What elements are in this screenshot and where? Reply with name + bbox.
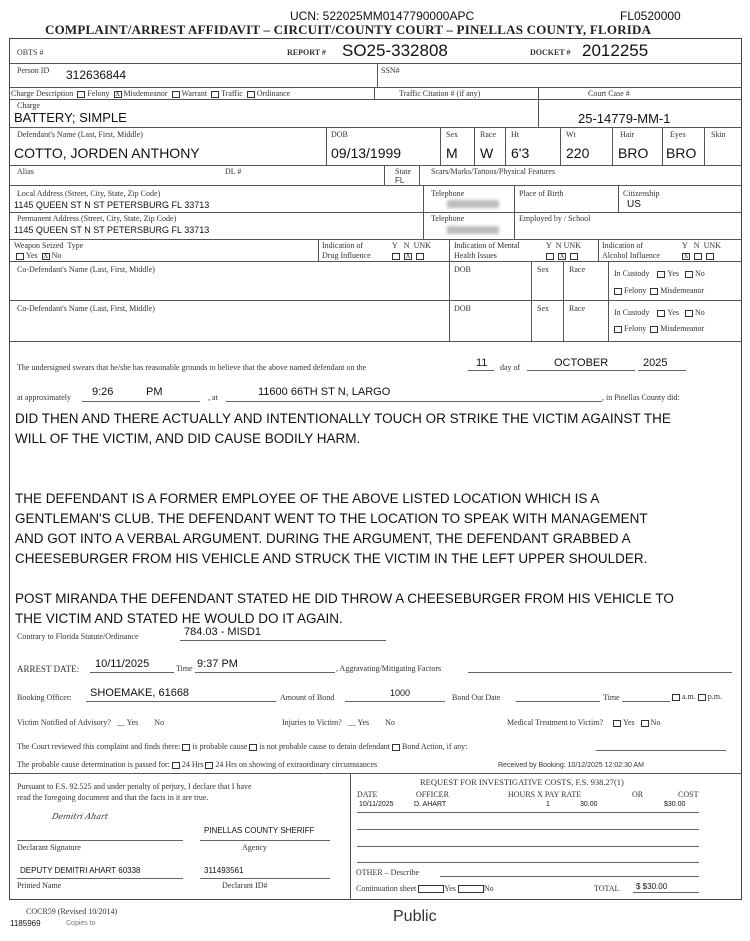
offense-ampm: PM xyxy=(146,386,163,398)
declarant-sig-label: Declarant Signature xyxy=(17,843,81,852)
redacted-phone-2 xyxy=(447,226,499,234)
cost-value: $30.00 xyxy=(664,801,686,808)
custody-type-2: Felony Misdemeanor xyxy=(612,324,704,333)
birth-place-label: Place of Birth xyxy=(519,189,564,198)
bond-time-label: Time xyxy=(603,693,620,702)
local-address-label: Local Address (Street, City, State, Zip Code) xyxy=(17,189,161,198)
offense-month: OCTOBER xyxy=(554,357,609,369)
narrative-line xyxy=(15,469,674,489)
narrative-line: CHEESEBURGER FROM HIS VEHICLE AND STRUCK THE VICTIM IN THE LEFT UPPER SHOULDER. xyxy=(15,551,648,566)
cost-officer: D. AHART xyxy=(414,801,447,808)
statute-label: Contrary to Florida Statute/Ordinance xyxy=(17,632,139,641)
docket-number: 2012255 xyxy=(582,41,649,60)
perm-address-label: Permanent Address (Street, City, State, Zip Code) xyxy=(17,214,177,223)
dob-label: DOB xyxy=(331,130,348,139)
drug-ynu: Y N UNK xyxy=(392,241,431,250)
at-label: , at xyxy=(208,393,218,402)
in-county-label: , in Pinellas County did: xyxy=(602,393,680,402)
cost-cost-label: COST xyxy=(678,790,699,799)
height-value: 6'3 xyxy=(511,145,530,161)
codef-sex-1: Sex xyxy=(537,265,549,274)
height-label: Ht xyxy=(511,130,519,139)
narrative-line: AND GOT INTO A VERBAL ARGUMENT. DURING THE ARGUMENT, THE DEFENDANT GRABBED A xyxy=(15,531,631,546)
state-value: FL xyxy=(395,176,405,185)
offense-day: 11 xyxy=(476,357,488,369)
obts-label: OBTS # xyxy=(17,48,44,57)
weight-value: 220 xyxy=(566,145,590,161)
drug-checkboxes: X xyxy=(390,251,426,260)
mental-label: Indication of Mental xyxy=(454,241,520,250)
injuries: Injuries to Victim? __ Yes No xyxy=(282,718,395,727)
telephone-label-2: Telephone xyxy=(431,214,465,223)
perjury-line-2: read the foregoing document and that the facts in it are true. xyxy=(17,793,209,802)
codef-label-2: Co-Defendant's Name (Last, First, Middle) xyxy=(17,304,155,313)
weapon-label: Weapon Seized Type xyxy=(14,241,84,250)
costs-title: REQUEST FOR INVESTIGATIVE COSTS, F.S. 938.27(1) xyxy=(420,777,624,787)
scars-label: Scars/Marks/Tattoos/Physical Features xyxy=(431,167,556,176)
cost-hours: 1 xyxy=(546,801,550,808)
race-value: W xyxy=(480,145,494,161)
statute-value: 784.03 - MISD1 xyxy=(184,626,262,638)
redacted-phone xyxy=(447,200,499,208)
cost-hours-label: HOURS X PAY RATE xyxy=(508,790,582,799)
arrest-date: 10/11/2025 xyxy=(95,658,150,670)
printed-name-label: Printed Name xyxy=(17,881,62,890)
weapon-checkboxes: Yes X No xyxy=(14,251,61,260)
mental-label-2: Health Issues xyxy=(454,251,497,260)
narrative-line: THE DEFENDANT IS A FORMER EMPLOYEE OF THE ABOVE LISTED LOCATION WHICH IS A xyxy=(15,491,600,506)
other-describe-label: OTHER – Describe xyxy=(356,868,420,877)
custody-2: In Custody Yes No xyxy=(614,308,705,317)
perjury-line-1: Pursuant to F.S. 92.525 and under penalty of perjury, I declare that I have xyxy=(17,782,252,791)
offense-year: 2025 xyxy=(643,357,668,369)
alcohol-label-2: Alcohol Influence xyxy=(602,251,660,260)
defendant-name: COTTO, JORDEN ANTHONY xyxy=(14,145,200,161)
charge-label: Charge xyxy=(17,101,40,110)
cost-or-label: OR xyxy=(632,790,644,799)
total-value: $ $30.00 xyxy=(636,882,668,891)
codef-dob-2: DOB xyxy=(454,304,471,313)
continuation-sheet: Continuation sheet Yes No xyxy=(356,884,494,893)
arrest-date-label: ARREST DATE: xyxy=(17,664,80,674)
alcohol-checkboxes: X xyxy=(680,251,716,260)
codef-race-1: Race xyxy=(569,265,585,274)
printed-name: DEPUTY DEMITRI AHART 60338 xyxy=(20,866,141,875)
narrative-line: WILL OF THE VICTIM, AND DID CAUSE BODILY HARM. xyxy=(15,431,361,446)
bond-label: Amount of Bond xyxy=(280,693,335,702)
charge-value: BATTERY; SIMPLE xyxy=(14,110,127,125)
sex-label: Sex xyxy=(446,130,458,139)
telephone-label: Telephone xyxy=(431,189,465,198)
drug-label-2: Drug Influence xyxy=(322,251,371,260)
swear-text: The undersigned swears that he/she has reasonable grounds to believe that the above named defendant on the xyxy=(17,363,367,372)
ampm-checkboxes: a.m. p.m. xyxy=(670,692,722,701)
perm-address: 1145 QUEEN ST N ST PETERSBURG FL 33713 xyxy=(14,225,210,235)
skin-label: Skin xyxy=(711,130,726,139)
dl-label: DL # xyxy=(225,167,242,176)
court-case-label: Court Case # xyxy=(588,89,630,98)
codef-race-2: Race xyxy=(569,304,585,313)
custody-1: In Custody Yes No xyxy=(614,269,705,278)
alias-label: Alias xyxy=(17,167,34,176)
codef-label-1: Co-Defendant's Name (Last, First, Middle) xyxy=(17,265,155,274)
custody-type-1: Felony Misdemeanor xyxy=(612,286,704,295)
agency-label: Agency xyxy=(242,843,267,852)
eyes-label: Eyes xyxy=(670,130,686,139)
declarant-id-label: Declarant ID# xyxy=(222,881,268,890)
docket-label: DOCKET # xyxy=(530,48,571,57)
state-label: State xyxy=(395,167,411,176)
bond-amount: 1000 xyxy=(390,688,411,698)
mental-ynu: Y N UNK xyxy=(546,241,581,250)
person-id-label: Person ID xyxy=(17,66,50,75)
alcohol-label: Indication of xyxy=(602,241,644,250)
form-title: COMPLAINT/ARREST AFFIDAVIT – CIRCUIT/COUNTY COURT – PINELLAS COUNTY, FLORIDA xyxy=(45,22,652,37)
booking-officer: SHOEMAKE, 61668 xyxy=(90,687,190,699)
passed-for: The probable cause determination is passed for: 24 Hrs 24 Hrs on showing of extraordinary circumstances xyxy=(17,760,378,769)
agency-value: PINELLAS COUNTY SHERIFF xyxy=(204,826,315,835)
total-label: TOTAL xyxy=(594,884,620,893)
race-label: Race xyxy=(480,130,496,139)
declarant-id: 311493561 xyxy=(204,866,244,875)
citizenship-label: Citizenship xyxy=(623,189,660,198)
sex-value: M xyxy=(446,145,458,161)
court-case-value: 25-14779-MM-1 xyxy=(578,111,671,126)
day-of-label: day of xyxy=(500,363,521,372)
report-number: SO25-332808 xyxy=(342,41,448,60)
weight-label: Wt xyxy=(566,130,576,139)
court-reviewed: The Court reviewed this complaint and finds there: is probable cause is not probable cause to detain defendant Bond Action, if any: xyxy=(17,742,468,751)
victim-notified: Victim Notified of Advisory? __ Yes No xyxy=(17,718,165,727)
traffic-citation-label: Traffic Citation # (if any) xyxy=(399,89,481,98)
mental-checkboxes: X xyxy=(544,251,580,260)
public-label: Public xyxy=(393,908,437,925)
codef-sex-2: Sex xyxy=(537,304,549,313)
local-address: 1145 QUEEN ST N ST PETERSBURG FL 33713 xyxy=(14,200,210,210)
declarant-signature: Demitri Ahart xyxy=(51,812,110,821)
dob-value: 09/13/1999 xyxy=(331,145,402,161)
approx-label: at approximately xyxy=(17,393,71,402)
narrative-line: POST MIRANDA THE DEFENDANT STATED HE DID THROW A CHEESEBURGER FROM HIS VEHICLE TO xyxy=(15,591,674,606)
charge-description: Charge Description Felony X Misdemeanor Warrant Traffic Ordinance xyxy=(11,89,291,98)
person-id: 312636844 xyxy=(66,68,127,82)
cost-date-label: DATE xyxy=(357,790,378,799)
copies-label: Copies to xyxy=(66,920,96,927)
narrative-line: THE VICTIM AND STATED HE WOULD DO IT AGAIN. xyxy=(15,611,343,626)
cost-rate: 30.00 xyxy=(580,801,598,808)
cost-date: 10/11/2025 xyxy=(359,801,394,808)
form-number: COCR59 (Revised 10/2014) xyxy=(26,907,118,916)
cost-officer-label: OFFICER xyxy=(416,790,449,799)
employed-label: Employed by / School xyxy=(519,214,591,223)
narrative-line: DID THEN AND THERE ACTUALLY AND INTENTIONALLY TOUCH OR STRIKE THE VICTIM AGAINST THE xyxy=(15,411,671,426)
bond-out-label: Bond Out Date xyxy=(452,693,501,702)
narrative-line: GENTLEMAN'S CLUB. THE DEFENDANT WENT TO THE LOCATION TO SPEAK WITH MANAGEMENT xyxy=(15,511,648,526)
alcohol-ynu: Y N UNK xyxy=(682,241,721,250)
received-booking: Received by Booking: 10/12/2025 12:02:30 AM xyxy=(498,762,644,769)
footer-number: 1185969 xyxy=(10,919,41,928)
hair-label: Hair xyxy=(620,130,635,139)
offense-location: 11600 66TH ST N, LARGO xyxy=(258,386,391,398)
narrative-line xyxy=(15,449,674,469)
narrative-line xyxy=(15,569,674,589)
hair-value: BRO xyxy=(618,145,649,161)
codef-dob-1: DOB xyxy=(454,265,471,274)
arrest-time-label: Time xyxy=(176,664,193,673)
medical: Medical Treatment to Victim? Yes No xyxy=(507,718,661,727)
offense-time: 9:26 xyxy=(92,386,114,398)
report-label: REPORT # xyxy=(287,48,326,57)
ucn: UCN: 522025MM0147790000APC xyxy=(290,9,475,23)
ssn-label: SSN# xyxy=(381,66,400,75)
arrest-time: 9:37 PM xyxy=(197,658,238,670)
drug-label: Indication of xyxy=(322,241,364,250)
aggravating-label: , Aggravating/Mitigating Factors xyxy=(336,664,442,673)
form-id: FL0520000 xyxy=(620,9,681,23)
narrative xyxy=(15,409,674,629)
eyes-value: BRO xyxy=(666,145,697,161)
booking-officer-label: Booking Officer: xyxy=(17,693,72,702)
citizenship-value: US xyxy=(627,199,641,210)
defendant-name-label: Defendant's Name (Last, First, Middle) xyxy=(17,130,143,139)
